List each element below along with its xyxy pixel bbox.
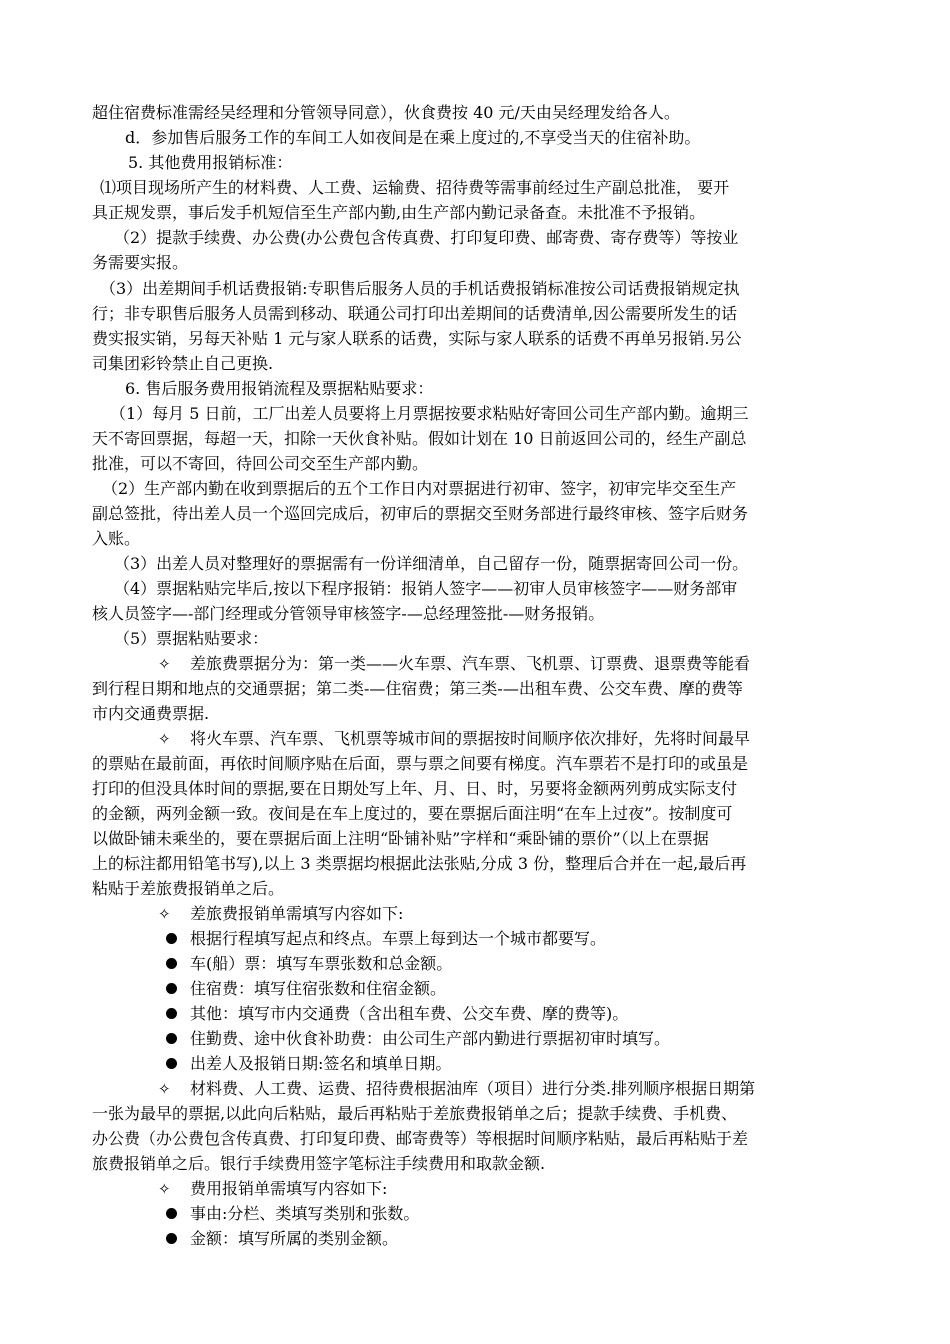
text-line: （2）提款手续费、办公费(办公费包含传真费、打印复印费、邮寄费、寄存费等）等按业 <box>114 228 739 247</box>
text-line: 司集团彩铃禁止自己更换. <box>92 354 274 373</box>
list-item: 车(船）票：填写车票张数和总金额。 <box>190 954 453 973</box>
list-item: 其他：填写市内交通费（含出租车费、公交车费、摩的费等)。 <box>190 1004 629 1023</box>
text-line: 材料费、人工费、运费、招待费根据油库（项目）进行分类.排列顺序根据日期第 <box>190 1079 756 1098</box>
text-line: 到行程日期和地点的交通票据；第二类-—住宿费；第三类-—出租车费、公交车费、摩的费等 <box>92 679 743 698</box>
bullet-dot-icon <box>163 1001 177 1027</box>
text-line: （3）出差人员对整理好的票据需有一份详细清单，自己留存一份，随票据寄回公司一份。 <box>114 554 749 573</box>
list-item: 出差人及报销日期:签名和填单日期。 <box>190 1054 452 1073</box>
bullet-dot-icon <box>163 926 177 952</box>
text-line: 费实报实销，另每天补贴 1 元与家人联系的话费，实际与家人联系的话费不再单另报销.另公 <box>92 329 742 348</box>
list-item: 根据行程填写起点和终点。车票上每到达一个城市都要写。 <box>190 929 607 948</box>
text-line: 天不寄回票据，每超一天，扣除一天伙食补贴。假如计划在 10 日前返回公司的，经生产副总 <box>92 429 747 448</box>
bullet-dot-icon <box>163 951 177 977</box>
text-line: d．参加售后服务工作的车间工人如夜间是在乘上度过的,不享受当天的住宿补助。 <box>125 128 701 147</box>
star-bullet-icon: ✧ <box>158 1080 171 1098</box>
list-item: 金额：填写所属的类别金额。 <box>190 1229 399 1248</box>
star-bullet-icon: ✧ <box>158 1180 171 1198</box>
text-line: 的金额，两列金额一致。夜间是在车上度过的，要在票据后面注明“在车上过夜”。按制度可 <box>92 804 733 823</box>
text-line: 核人员签字—-部门经理或分管领导审核签字-—总经理签批-—财务报销。 <box>92 604 605 623</box>
text-line: 将火车票、汽车票、飞机票等城市间的票据按时间顺序依次排好，先将时间最早 <box>190 729 751 748</box>
text-line: 费用报销单需填写内容如下: <box>190 1179 388 1198</box>
text-line: 具正规发票，事后发手机短信至生产部内勤,由生产部内勤记录备查。未批准不予报销。 <box>92 203 706 222</box>
list-item: 住宿费：填写住宿张数和住宿金额。 <box>190 979 447 998</box>
bullet-dot-icon <box>163 1226 177 1252</box>
star-bullet-icon: ✧ <box>158 655 171 673</box>
text-line: 旅费报销单之后。银行手续费用签字笔标注手续费用和取款金额. <box>92 1154 546 1173</box>
text-line: 务需要实报。 <box>92 253 189 272</box>
text-line: 一张为最早的票据,以此向后粘贴，最后再粘贴于差旅费报销单之后；提款手续费、手机费、 <box>92 1104 738 1123</box>
text-line: （1）每月 5 日前，工厂出差人员要将上月票据按要求粘贴好寄回公司生产部内勤。逾期三 <box>110 404 749 423</box>
text-line: 超住宿费标准需经吴经理和分管领导同意），伙食费按 40 元/天由吴经理发给各人。 <box>92 103 680 122</box>
text-line: 以做卧铺未乘坐的，要在票据后面上注明“卧铺补贴”字样和“乘卧铺的票价”（以上在票据 <box>92 829 709 848</box>
text-line: 批准，可以不寄回，待回公司交至生产部内勤。 <box>92 454 429 473</box>
star-bullet-icon: ✧ <box>158 730 171 748</box>
bullet-dot-icon <box>163 1201 177 1227</box>
text-line: 粘贴于差旅费报销单之后。 <box>92 879 285 898</box>
text-line: 入账。 <box>92 529 141 548</box>
text-line: 6. 售后服务费用报销流程及票据粘贴要求： <box>125 379 434 398</box>
text-line: 打印的但没具体时间的票据,要在日期处写上年、月、日、时，另要将金额两列剪成实际支付 <box>92 779 738 798</box>
text-line: （3）出差期间手机话费报销:专职售后服务人员的手机话费报销标准按公司话费报销规定执 <box>100 279 740 298</box>
text-line: 市内交通费票据. <box>92 704 210 723</box>
text-line: ⑴项目现场所产生的材料费、人工费、运输费、招待费等需事前经过生产副总批准， 要开 <box>100 178 730 197</box>
list-item: 事由:分栏、类填写类别和张数。 <box>190 1204 420 1223</box>
text-line: 副总签批，待出差人员一个巡回完成后，初审后的票据交至财务部进行最终审核、签字后财务 <box>92 504 749 523</box>
text-line: 办公费（办公费包含传真费、打印复印费、邮寄费等）等根据时间顺序粘贴，最后再粘贴于差 <box>92 1129 749 1148</box>
star-bullet-icon: ✧ <box>158 905 171 923</box>
bullet-dot-icon <box>163 976 177 1002</box>
text-line: （2）生产部内勤在收到票据后的五个工作日内对票据进行初审、签字，初审完毕交至生产 <box>102 479 737 498</box>
bullet-dot-icon <box>163 1026 177 1052</box>
text-line: 的票贴在最前面，再依时间顺序贴在后面，票与票之间要有梯度。汽车票若不是打印的或虽是 <box>92 754 749 773</box>
text-line: （4）票据粘贴完毕后,按以下程序报销：报销人签字——初审人员审核签字——财务部审 <box>114 579 738 598</box>
text-line: 5. 其他费用报销标准： <box>128 153 293 172</box>
text-line: 上的标注都用铅笔书写),以上 3 类票据均根据此法张贴,分成 3 份，整理后合并在一起,最后再 <box>92 854 747 873</box>
text-line: （5）票据粘贴要求： <box>114 629 269 648</box>
list-item: 住勤费、途中伙食补助费：由公司生产部内勤进行票据初审时填写。 <box>190 1029 671 1048</box>
text-line: 差旅费票据分为：第一类——火车票、汽车票、飞机票、订票费、退票费等能看 <box>190 654 751 673</box>
text-line: 差旅费报销单需填写内容如下: <box>190 904 404 923</box>
bullet-dot-icon <box>163 1051 177 1077</box>
text-line: 行；非专职售后服务人员需到移动、联通公司打印出差期间的话费清单,因公需要所发生的话 <box>92 304 738 323</box>
